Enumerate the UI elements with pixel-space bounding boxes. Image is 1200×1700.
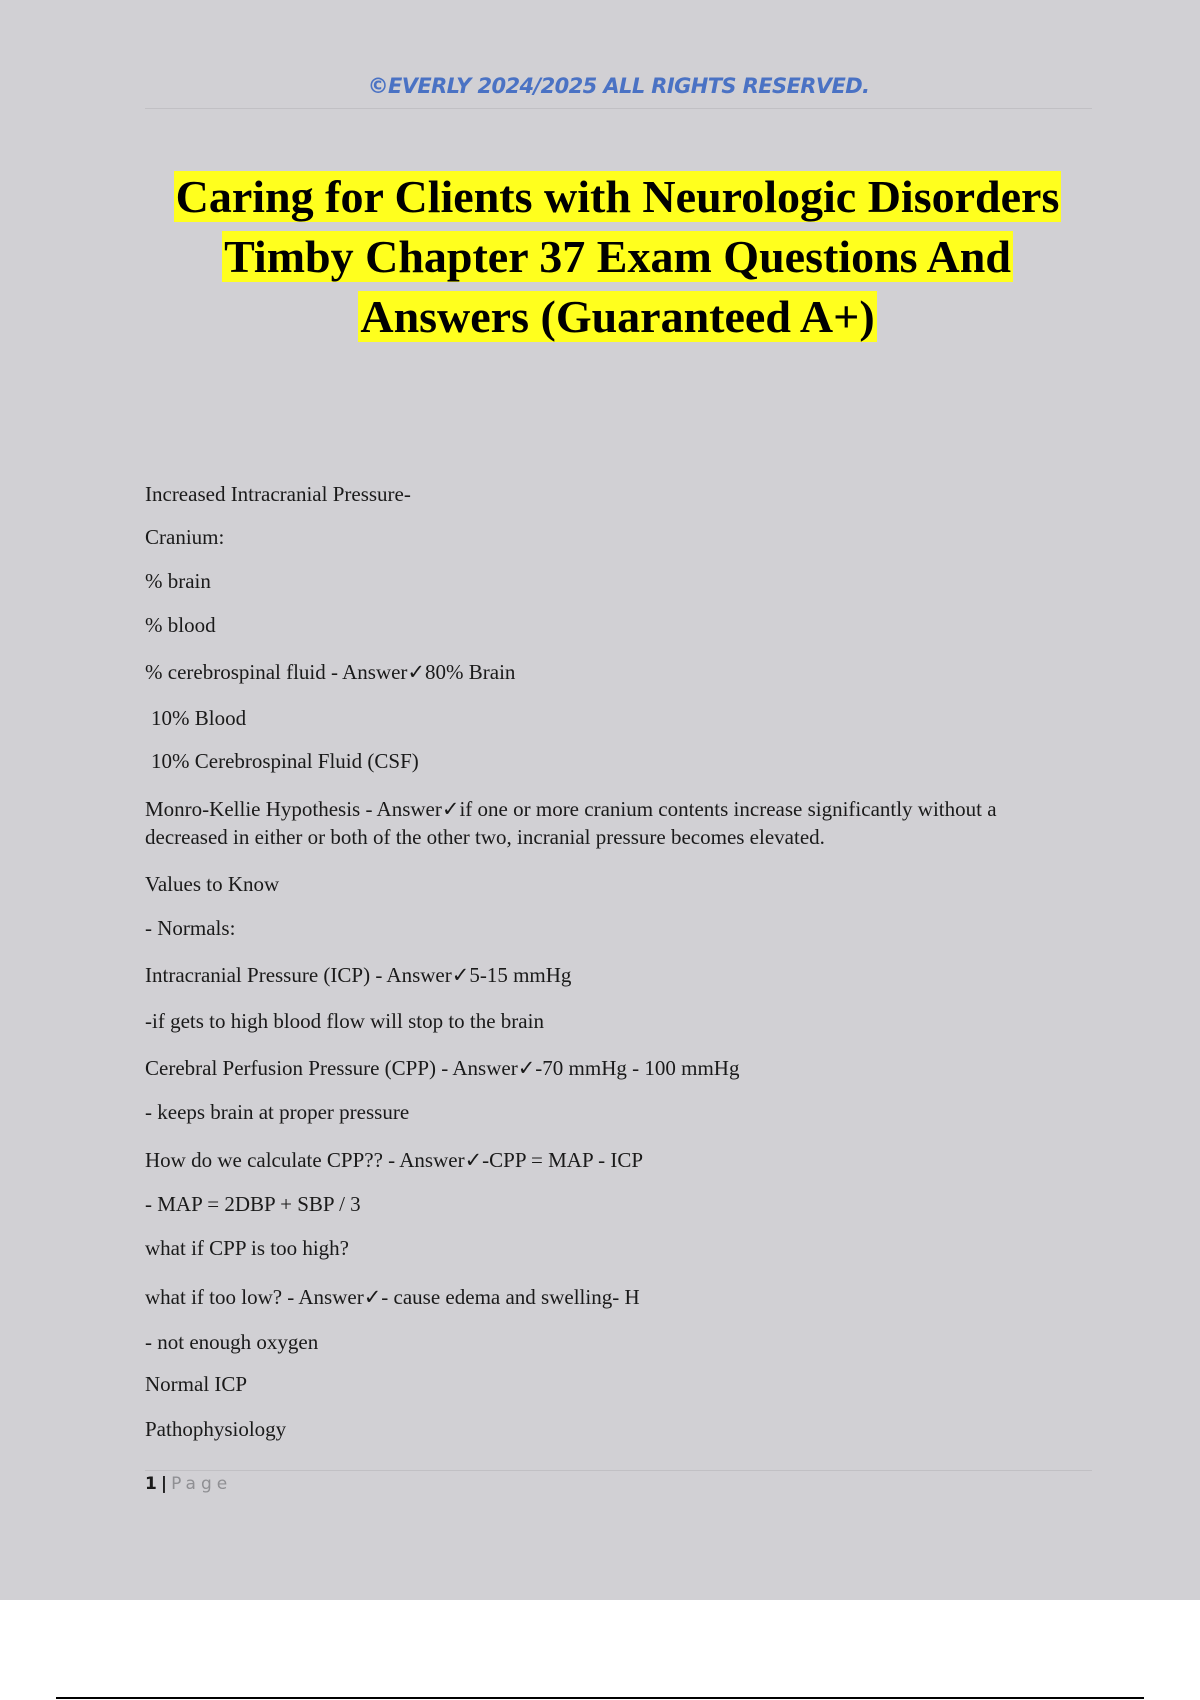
body-line: Normal ICP: [145, 1372, 248, 1396]
body-line: Values to Know: [145, 872, 280, 896]
body-line: what if CPP is too high?: [145, 1236, 349, 1260]
bottom-divider: [56, 1697, 1144, 1699]
body-line: - MAP = 2DBP + SBP / 3: [145, 1192, 361, 1216]
body-line: Cranium:: [145, 525, 225, 549]
footer-separator: |: [160, 1474, 168, 1494]
title-line-2: Timby Chapter 37 Exam Questions And: [224, 231, 1011, 282]
page-footer: [145, 1474, 232, 1494]
footer-divider: [145, 1470, 1092, 1471]
body-line: Cerebral Perfusion Pressure (CPP) - Answer✓-70 mmHg - 100 mmHg: [145, 1056, 740, 1080]
body-line: Increased Intracranial Pressure-: [145, 482, 411, 506]
page-label: Page: [171, 1474, 233, 1494]
copyright-header: ©EVERLY 2024/2025 ALL RIGHTS RESERVED.: [367, 74, 870, 98]
body-line: How do we calculate CPP?? - Answer✓-CPP = MAP - ICP: [145, 1148, 644, 1172]
body-line: Pathophysiology: [145, 1417, 287, 1441]
header-divider: [145, 108, 1092, 109]
body-line: 10% Cerebrospinal Fluid (CSF): [151, 749, 419, 773]
body-line: - not enough oxygen: [145, 1330, 319, 1354]
body-line: Intracranial Pressure (ICP) - Answer✓5-15 mmHg: [145, 963, 572, 987]
body-line: 10% Blood: [151, 706, 247, 730]
body-line: - keeps brain at proper pressure: [145, 1100, 410, 1124]
title-line-1: Caring for Clients with Neurologic Disorders: [175, 171, 1060, 222]
body-line: % cerebrospinal fluid - Answer✓80% Brain: [145, 660, 516, 684]
body-line: -if gets to high blood flow will stop to the brain: [145, 1009, 544, 1033]
title-line-3: Answers (Guaranteed A+): [360, 291, 875, 342]
page-number: 1: [145, 1474, 157, 1494]
body-paragraph: Monro-Kellie Hypothesis - Answer✓if one or more cranium contents increase significantly without a decreased in either or both of the other two, incranial pressure becomes elevated.: [145, 797, 997, 849]
document-title: [80, 167, 1155, 347]
body-line: - Normals:: [145, 916, 236, 940]
body-line: % brain: [145, 569, 211, 593]
body-line: what if too low? - Answer✓- cause edema and swelling- H: [145, 1285, 640, 1309]
body-line: % blood: [145, 613, 216, 637]
